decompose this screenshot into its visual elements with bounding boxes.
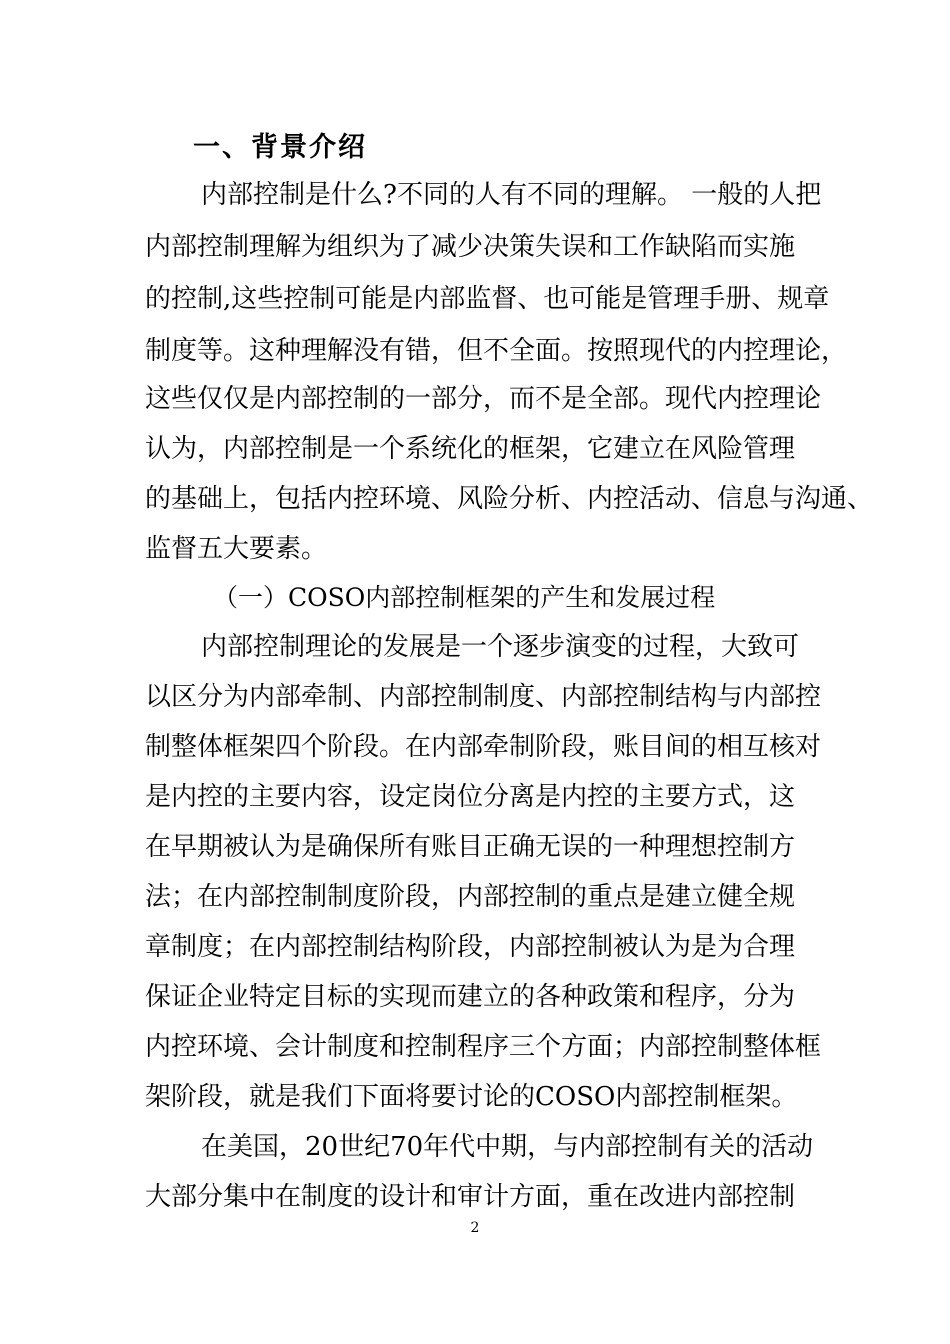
paragraph-line: 认为，内部控制是一个系统化的框架，它建立在风险管理 xyxy=(145,434,796,464)
paragraph-line: 以区分为内部牵制、内部控制制度、内部控制结构与内部控 xyxy=(145,682,822,712)
subsection-heading: （一）COSO内部控制框架的产生和发展过程 xyxy=(213,583,716,612)
paragraph-line: 内部控制理解为组织为了减少决策失误和工作缺陷而实施 xyxy=(145,232,796,262)
paragraph-line: 法；在内部控制制度阶段，内部控制的重点是建立健全规 xyxy=(145,882,796,912)
section-heading: 一、背景介绍 xyxy=(193,132,367,163)
paragraph-line: 架阶段，就是我们下面将要讨论的COSO内部控制框架。 xyxy=(145,1082,798,1112)
paragraph-line: 的基础上，包括内控环境、风险分析、内控活动、信息与沟通、 xyxy=(145,484,874,514)
paragraph-line: 内部控制理论的发展是一个逐步演变的过程，大致可 xyxy=(201,632,800,662)
paragraph-line: 制整体框架四个阶段。在内部牵制阶段，账目间的相互核对 xyxy=(145,732,822,762)
paragraph-line: 的控制,这些控制可能是内部监督、也可能是管理手册、规章 xyxy=(145,284,830,314)
page-number: 2 xyxy=(470,1220,480,1236)
paragraph-line: 在早期被认为是确保所有账目正确无误的一种理想控制方 xyxy=(145,832,796,862)
paragraph-line: 保证企业特定目标的实现而建立的各种政策和程序，分为 xyxy=(145,982,796,1012)
paragraph-line: 内控环境、会计制度和控制程序三个方面；内部控制整体框 xyxy=(145,1032,822,1062)
paragraph-line: 大部分集中在制度的设计和审计方面，重在改进内部控制 xyxy=(145,1182,796,1212)
paragraph-line: 章制度；在内部控制结构阶段，内部控制被认为是为合理 xyxy=(145,932,796,962)
paragraph-line: 这些仅仅是内部控制的一部分，而不是全部。现代内控理论 xyxy=(145,384,822,414)
paragraph-line: 内部控制是什么?不同的人有不同的理解。 一般的人把 xyxy=(201,180,822,210)
paragraph-line: 制度等。这种理解没有错，但不全面。按照现代的内控理论， xyxy=(145,336,848,366)
paragraph-line: 监督五大要素。 xyxy=(145,534,328,564)
paragraph-line: 是内控的主要内容，设定岗位分离是内控的主要方式，这 xyxy=(145,782,796,812)
paragraph-line: 在美国，20世纪70年代中期，与内部控制有关的活动 xyxy=(201,1132,814,1162)
